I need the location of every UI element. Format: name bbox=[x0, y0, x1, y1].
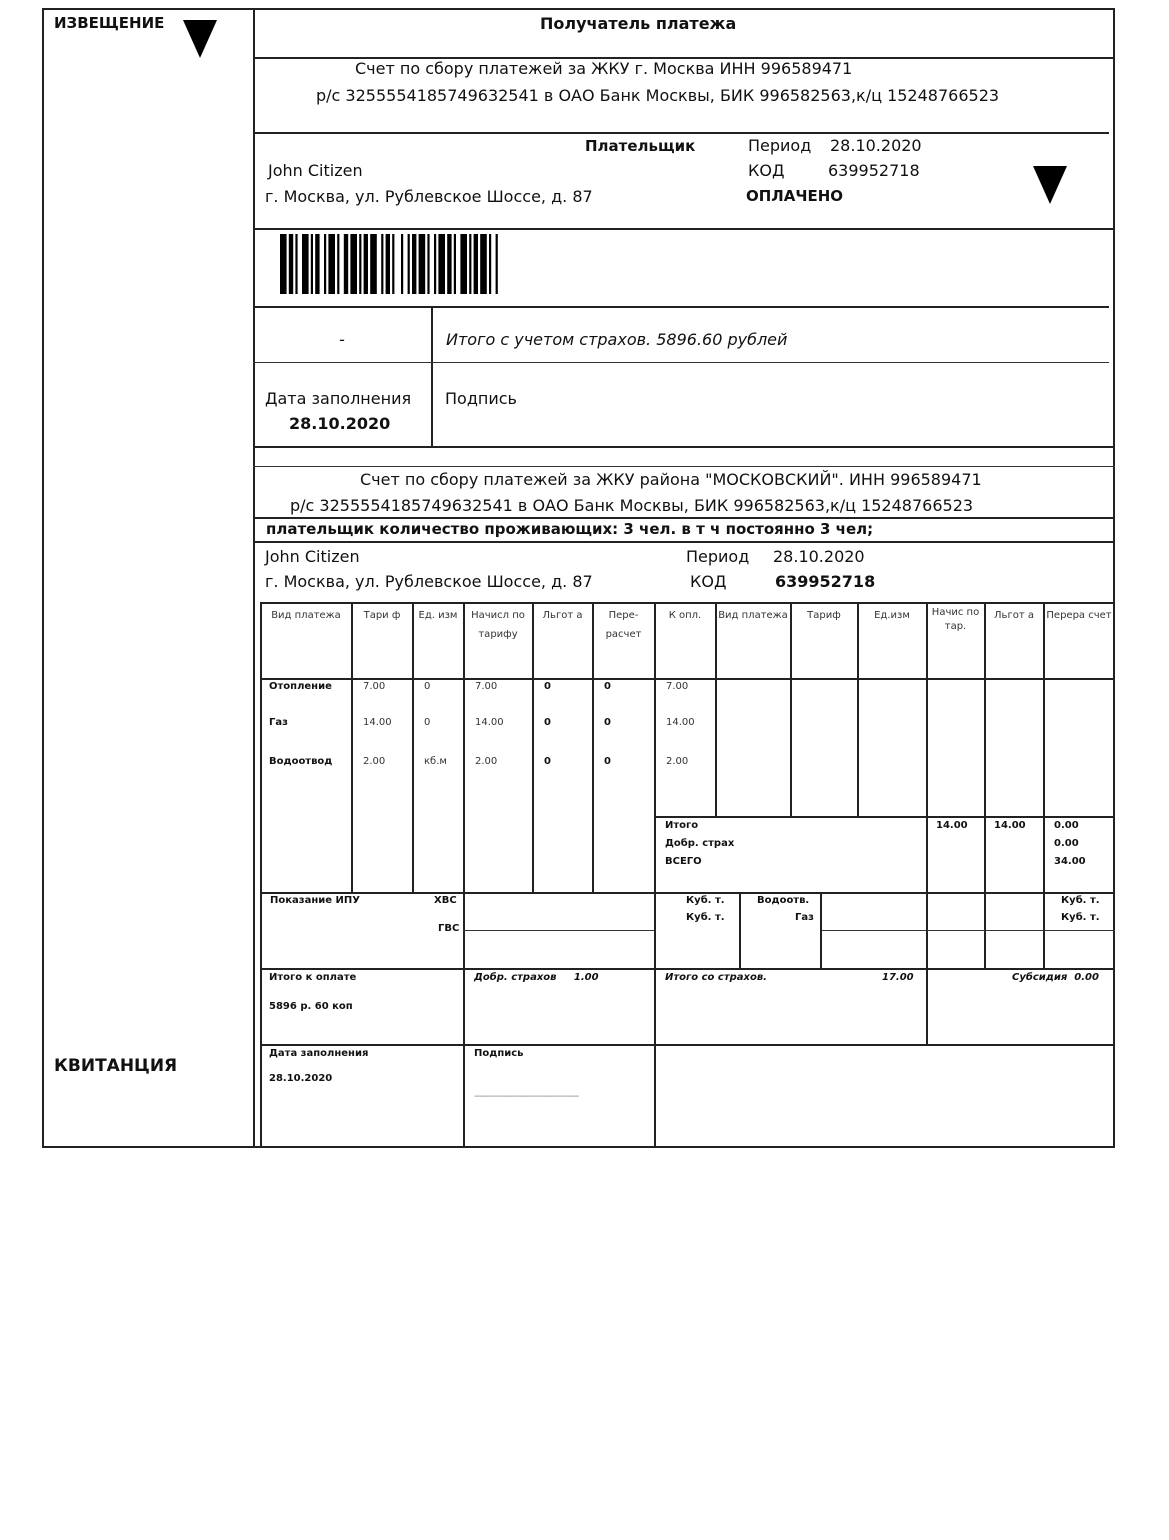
receipt-payer-name: John Citizen bbox=[265, 547, 360, 566]
cell: 2.00 bbox=[475, 756, 498, 767]
total-text: Итого с учетом страхов. 5896.60 рублей bbox=[446, 330, 788, 349]
cell: 2.00 bbox=[666, 756, 689, 767]
cell: кб.м bbox=[424, 756, 447, 767]
divider bbox=[253, 466, 1115, 467]
arrow-down-icon bbox=[1033, 166, 1067, 204]
divider bbox=[260, 678, 1115, 680]
divider bbox=[253, 1146, 1115, 1148]
receipt-fill-date-value: 28.10.2020 bbox=[269, 1073, 333, 1084]
barcode bbox=[278, 232, 638, 296]
gvs-label: ГВС bbox=[438, 923, 460, 934]
receipt-period-value: 28.10.2020 bbox=[773, 547, 865, 566]
gas-label: Газ bbox=[795, 912, 814, 923]
receipt-code-label: КОД bbox=[690, 572, 727, 591]
fill-date-label: Дата заполнения bbox=[265, 389, 412, 408]
to-pay-label: Итого к оплате bbox=[269, 972, 357, 983]
divider bbox=[431, 306, 433, 446]
unit-label: Куб. т. bbox=[686, 912, 725, 923]
divider bbox=[984, 602, 986, 968]
receipt-account-line1: Счет по сбору платежей за ЖКУ района "МОСКОВСКИЙ". ИНН 996589471 bbox=[360, 470, 982, 489]
residents-line: плательщик количество проживающих: 3 чел. в т ч постоянно 3 чел; bbox=[266, 520, 874, 538]
cell: 0 bbox=[424, 717, 431, 728]
totals-label: Добр. страх bbox=[665, 838, 735, 849]
signature-label: Подпись bbox=[445, 389, 517, 408]
cell: 0 bbox=[604, 756, 611, 767]
divider bbox=[260, 892, 1115, 894]
divider bbox=[1043, 602, 1045, 968]
unit-label: Куб. т. bbox=[1061, 912, 1100, 923]
fill-date-value: 28.10.2020 bbox=[289, 414, 391, 433]
cell: 0 bbox=[544, 681, 551, 692]
divider bbox=[253, 362, 1109, 363]
header-cell: Тари ф bbox=[363, 610, 401, 621]
divider bbox=[790, 602, 792, 816]
divider bbox=[260, 602, 1115, 604]
cell: 14.00 bbox=[475, 717, 504, 728]
header-cell: Перера счет bbox=[1046, 610, 1112, 621]
divider bbox=[260, 968, 1115, 970]
cell: 0 bbox=[544, 756, 551, 767]
divider bbox=[253, 228, 1115, 230]
divider bbox=[926, 602, 928, 1044]
divider bbox=[592, 602, 594, 892]
payer-name: John Citizen bbox=[268, 161, 363, 180]
header-cell: Льгот а bbox=[994, 610, 1034, 621]
with-insurance-label: Итого со страхов. bbox=[665, 972, 767, 983]
divider bbox=[820, 892, 822, 968]
totals-value: 0.00 bbox=[1054, 820, 1079, 831]
divider bbox=[739, 892, 741, 968]
cell: 2.00 bbox=[363, 756, 386, 767]
divider bbox=[654, 816, 1115, 818]
receipt-period-label: Период bbox=[686, 547, 750, 566]
divider bbox=[532, 602, 534, 892]
cell: 0 bbox=[544, 717, 551, 728]
header-cell: К опл. bbox=[668, 610, 702, 621]
unit-label: Куб. т. bbox=[686, 895, 725, 906]
divider bbox=[412, 602, 414, 892]
notice-account-line1: Счет по сбору платежей за ЖКУ г. Москва ИНН 996589471 bbox=[355, 59, 853, 78]
insurance: Добр. страхов 1.00 bbox=[474, 972, 599, 983]
cell: 7.00 bbox=[363, 681, 386, 692]
header-cell: Начисл по тарифу bbox=[471, 610, 525, 640]
divider bbox=[351, 602, 353, 892]
divider bbox=[857, 602, 859, 816]
divider bbox=[253, 541, 1115, 543]
totals-value: 14.00 bbox=[936, 820, 968, 831]
cell: 0 bbox=[604, 681, 611, 692]
header-cell: Ед. изм bbox=[418, 610, 458, 621]
payer-title: Плательщик bbox=[585, 137, 696, 155]
cell: 14.00 bbox=[666, 717, 695, 728]
period-label: Период bbox=[748, 136, 812, 155]
receipt-signature-label: Подпись bbox=[474, 1048, 524, 1059]
header-cell: Льгот а bbox=[542, 610, 583, 621]
cell: 0 bbox=[424, 681, 431, 692]
divider bbox=[253, 517, 1115, 519]
meter-label: Показание ИПУ bbox=[270, 895, 360, 906]
stub-divider bbox=[253, 8, 255, 1148]
arrow-down-icon bbox=[183, 20, 217, 58]
recipient-title: Получатель платежа bbox=[540, 14, 737, 33]
cell: 7.00 bbox=[666, 681, 689, 692]
header-cell: Вид платежа bbox=[718, 610, 788, 621]
unit-label: Куб. т. bbox=[1061, 895, 1100, 906]
with-insurance-value: 17.00 bbox=[882, 972, 914, 983]
divider bbox=[654, 602, 656, 1147]
cell: Водоотвод bbox=[269, 756, 333, 767]
receipt-label: КВИТАНЦИЯ bbox=[54, 1056, 178, 1076]
cell: Отопление bbox=[269, 681, 332, 692]
receipt-payer-address: г. Москва, ул. Рублевское Шоссе, д. 87 bbox=[265, 572, 593, 591]
cell: 7.00 bbox=[475, 681, 498, 692]
notice-label: ИЗВЕЩЕНИЕ bbox=[54, 14, 165, 32]
divider bbox=[260, 602, 262, 1147]
divider bbox=[253, 132, 1109, 134]
receipt-account-line2: р/с 3255554185749632541 в ОАО Банк Москвы, БИК 996582563,к/ц 15248766523 bbox=[290, 496, 974, 515]
hvs-label: ХВС bbox=[434, 895, 457, 906]
header-cell: Начис по тар. bbox=[931, 607, 980, 632]
cell: 14.00 bbox=[363, 717, 392, 728]
divider bbox=[820, 930, 1115, 931]
notice-account-line2: р/с 3255554185749632541 в ОАО Банк Москвы, БИК 996582563,к/ц 15248766523 bbox=[316, 86, 1000, 105]
divider bbox=[260, 1044, 1115, 1046]
status-badge: ОПЛАЧЕНО bbox=[746, 187, 844, 205]
code-label: КОД bbox=[748, 161, 785, 180]
period-value: 28.10.2020 bbox=[830, 136, 922, 155]
divider bbox=[463, 930, 654, 931]
header-cell: Тариф bbox=[807, 610, 841, 621]
receipt-code-value: 639952718 bbox=[775, 572, 876, 591]
code-value: 639952718 bbox=[828, 161, 920, 180]
divider bbox=[715, 602, 717, 816]
totals-value: 0.00 bbox=[1054, 838, 1079, 849]
to-pay-value: 5896 р. 60 коп bbox=[269, 1001, 353, 1012]
divider bbox=[463, 602, 465, 1147]
header-cell: Вид платежа bbox=[271, 610, 341, 621]
cell: 0 bbox=[604, 717, 611, 728]
header-cell: Пере- расчет bbox=[605, 610, 642, 640]
totals-label: ВСЕГО bbox=[665, 856, 702, 867]
totals-label: Итого bbox=[665, 820, 699, 831]
subsidy: Субсидия 0.00 bbox=[1012, 972, 1099, 983]
receipt-fill-date-label: Дата заполнения bbox=[269, 1048, 369, 1059]
totals-value: 14.00 bbox=[994, 820, 1026, 831]
header-cell: Ед.изм bbox=[874, 610, 910, 621]
water-label: Водоотв. bbox=[757, 895, 810, 906]
divider bbox=[253, 446, 1115, 448]
divider bbox=[253, 306, 1109, 308]
payer-address: г. Москва, ул. Рублевское Шоссе, д. 87 bbox=[265, 187, 593, 206]
dash: - bbox=[339, 330, 345, 349]
cell: Газ bbox=[269, 717, 288, 728]
totals-value: 34.00 bbox=[1054, 856, 1086, 867]
signature-line: ---------------------------------------- bbox=[474, 1091, 579, 1102]
